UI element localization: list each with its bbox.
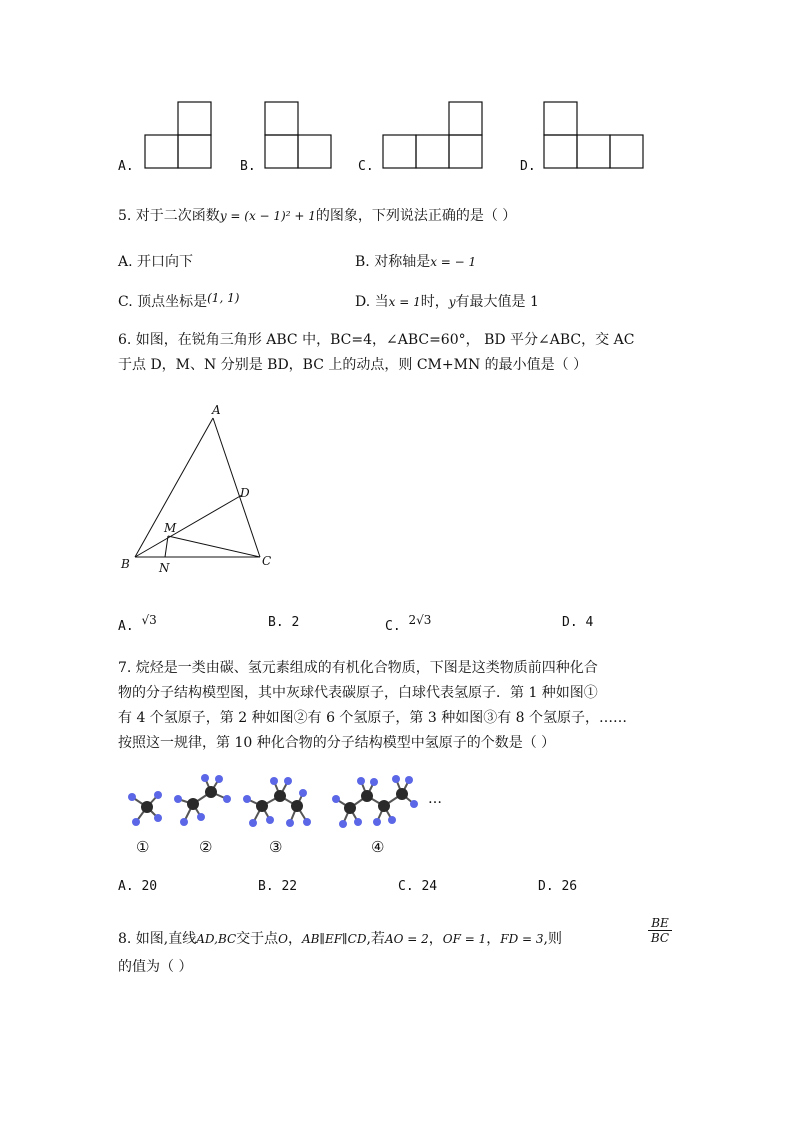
q8-lines: AD,BC bbox=[196, 932, 237, 946]
q6-option-a-value: √3 bbox=[141, 613, 157, 627]
q8-then: ,则 bbox=[543, 931, 562, 947]
q6-stem-line1: 6. 如图，在锐角三角形 ABC 中，BC=4，∠ABC=60°， BD 平分∠ABC，交 AC bbox=[118, 332, 635, 348]
q8-sep: ， bbox=[288, 931, 303, 947]
q5-option-d-pre: D. 当 bbox=[355, 294, 389, 310]
q8-fraction-numerator: BE bbox=[648, 916, 672, 931]
q5-option-c-math: (1, 1) bbox=[207, 291, 240, 305]
q6-option-a-label: A. bbox=[118, 619, 134, 634]
q8-fraction bbox=[648, 916, 672, 945]
q5-option-b-text: B. 对称轴是 bbox=[355, 254, 431, 270]
q5-option-a[interactable]: A. 开口向下 bbox=[118, 254, 194, 270]
q7-option-b[interactable]: B. 22 bbox=[258, 879, 298, 894]
q7-stem-line4: 按照这一规律，第 10 种化合物的分子结构模型中氢原子的个数是（ ） bbox=[118, 735, 556, 751]
q7-fig-label-2: ② bbox=[199, 838, 213, 856]
q8-ao: AO = 2 bbox=[384, 932, 429, 946]
q6-label-c: C bbox=[262, 554, 272, 568]
q6-option-b[interactable]: B. 2 bbox=[268, 615, 300, 630]
q7-stem-line2: 物的分子结构模型图，其中灰球代表碳原子，白球代表氢原子．第 1 种如图① bbox=[118, 685, 598, 701]
q5-option-b-math: x = − 1 bbox=[430, 255, 477, 269]
q4-option-d-label[interactable]: D. bbox=[520, 159, 536, 174]
q5-option-d-mid: 时， bbox=[420, 294, 449, 310]
q6-label-a: A bbox=[212, 403, 221, 417]
q7-stem-line3: 有 4 个氢原子，第 2 种如图②有 6 个氢原子，第 3 种如图③有 8 个氢原子，…… bbox=[118, 710, 628, 726]
q6-option-a[interactable] bbox=[118, 613, 157, 636]
q4-option-a-label[interactable]: A. bbox=[118, 159, 134, 174]
q5-stem bbox=[118, 207, 516, 225]
q5-option-d[interactable] bbox=[355, 293, 539, 311]
q6-label-m: M bbox=[164, 521, 177, 535]
q5-option-b[interactable] bbox=[355, 253, 476, 271]
q8-parallel: AB∥EF∥CD bbox=[302, 932, 367, 946]
q5-option-d-math1: x = 1 bbox=[388, 295, 421, 309]
q5-function: y = (x − 1)² + 1 bbox=[219, 209, 316, 223]
q8-fd: FD = 3 bbox=[500, 932, 544, 946]
q6-option-c-label: C. bbox=[385, 619, 401, 634]
q6-label-b: B bbox=[121, 557, 130, 571]
q6-option-c-value: 2√3 bbox=[408, 613, 432, 627]
q8-point: O bbox=[278, 932, 289, 946]
q7-fig-label-4: ④ bbox=[371, 838, 385, 856]
q8-mid1: 交于点 bbox=[236, 931, 279, 947]
q5-option-d-post: 有最大值是 1 bbox=[455, 294, 539, 310]
q6-label-n: N bbox=[159, 561, 170, 575]
q8-of: OF = 1 bbox=[442, 932, 487, 946]
q8-stem-line1 bbox=[118, 930, 562, 948]
q5-suffix: 的图象，下列说法正确的是（ ） bbox=[315, 208, 517, 224]
q5-option-c[interactable] bbox=[118, 293, 239, 311]
q7-option-c[interactable]: C. 24 bbox=[398, 879, 438, 894]
q7-option-a[interactable]: A. 20 bbox=[118, 879, 158, 894]
q4-option-b-label[interactable]: B. bbox=[240, 159, 256, 174]
q5-prefix: 5. 对于二次函数 bbox=[118, 208, 220, 224]
q4-option-c-label[interactable]: C. bbox=[358, 159, 374, 174]
q5-option-d-math2: y bbox=[448, 295, 456, 309]
q7-option-d[interactable]: D. 26 bbox=[538, 879, 578, 894]
q5-option-c-text: C. 顶点坐标是 bbox=[118, 294, 208, 310]
q8-stem-line2: 的值为（ ） bbox=[118, 959, 193, 975]
q7-fig-label-1: ① bbox=[136, 838, 150, 856]
q8-fraction-denominator: BC bbox=[650, 931, 670, 945]
q6-stem-line2: 于点 D，M、N 分别是 BD，BC 上的动点，则 CM+MN 的最小值是（ ） bbox=[118, 357, 588, 373]
q6-option-c[interactable] bbox=[385, 613, 432, 636]
q8-comma: ， bbox=[428, 931, 443, 947]
q8-comma2: ， bbox=[486, 931, 501, 947]
q8-mid2: ,若 bbox=[366, 931, 385, 947]
q7-fig-label-3: ③ bbox=[269, 838, 283, 856]
q7-ellipsis: … bbox=[428, 791, 442, 807]
q7-molecule-models bbox=[0, 0, 1, 1]
q6-label-d: D bbox=[240, 486, 250, 500]
q7-stem-line1: 7. 烷烃是一类由碳、氢元素组成的有机化合物质，下图是这类物质前四种化合 bbox=[118, 660, 598, 676]
q8-pre: 8. 如图,直线 bbox=[118, 931, 197, 947]
q6-option-d[interactable]: D. 4 bbox=[562, 615, 594, 630]
